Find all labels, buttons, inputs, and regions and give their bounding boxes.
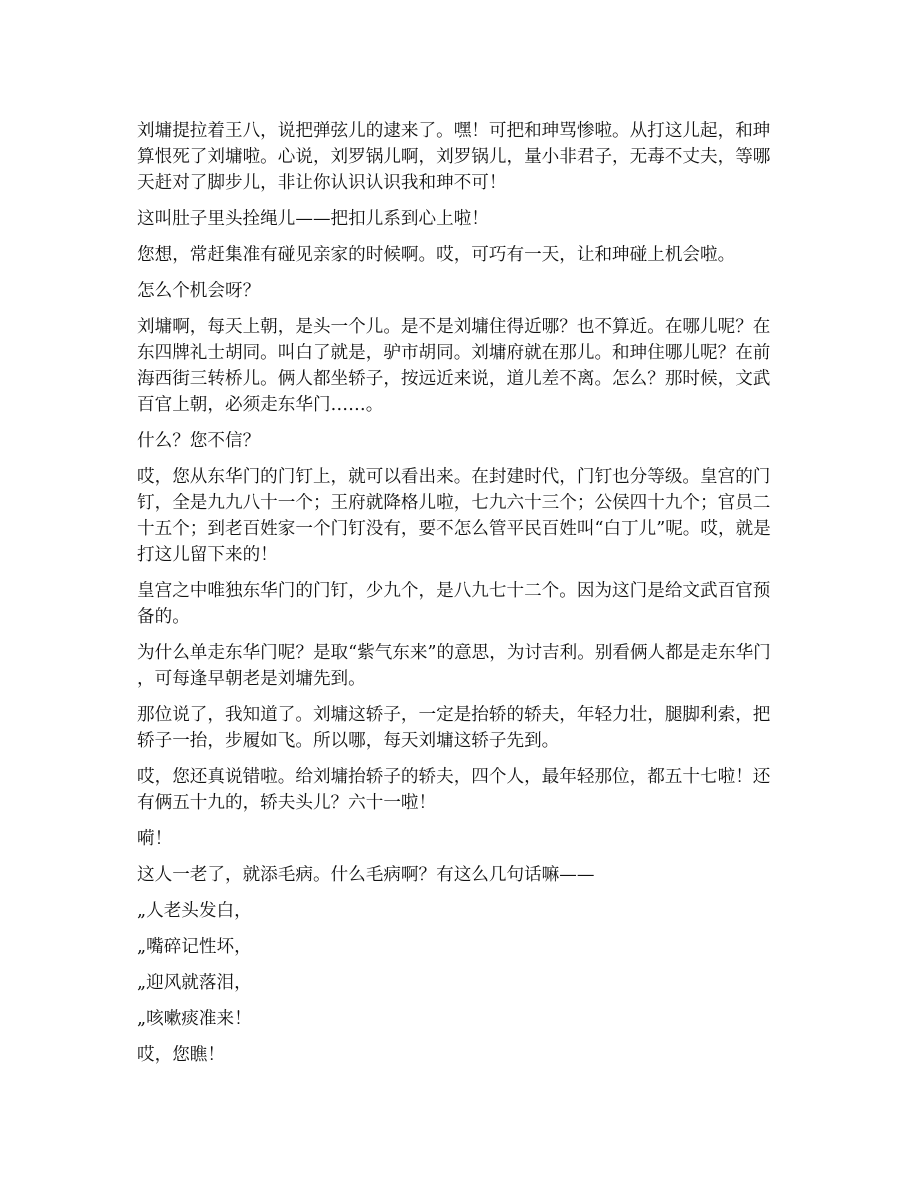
paragraph xyxy=(137,242,777,268)
paragraph xyxy=(137,970,777,996)
text-line: 钉，全是九九八十一个；王府就降格儿啦，七九六十三个；公侯四十九个；官员二 xyxy=(137,493,771,513)
paragraph xyxy=(137,118,777,196)
paragraph xyxy=(137,934,777,960)
text-line: 百官上朝，必须走东华门……。 xyxy=(137,395,384,415)
text-line: 为什么单走东华门呢？是取“紫气东来”的意思，为讨吉利。别看俩人都是走东华门 xyxy=(137,643,771,663)
text-line: 这人一老了，就添毛病。什么毛病啊？有这么几句话嘛—— xyxy=(137,865,595,885)
text-line: 刘墉啊，每天上朝，是头一个儿。是不是刘墉住得近哪？也不算近。在哪儿呢？在 xyxy=(137,317,771,337)
text-line: „人老头发白， xyxy=(137,901,252,921)
text-line: 十五个；到老百姓家一个门钉没有，要不怎么管平民百姓叫“白丁儿”呢。哎，就是 xyxy=(137,519,771,539)
text-line: 您想，常赶集准有碰见亲家的时候啊。哎，可巧有一天，让和珅碰上机会啦。 xyxy=(137,245,736,265)
paragraph xyxy=(137,826,777,852)
paragraph xyxy=(137,640,777,692)
text-line: 那位说了，我知道了。刘墉这轿子，一定是抬轿的轿夫，年轻力壮，腿脚利索，把 xyxy=(137,705,771,725)
paragraph xyxy=(137,1006,777,1032)
text-line: „咳嗽痰准来！ xyxy=(137,1009,252,1029)
text-line: 备的。 xyxy=(137,607,190,627)
text-line: 轿子一抬，步履如飞。所以哪，每天刘墉这轿子先到。 xyxy=(137,731,560,751)
paragraph xyxy=(137,1042,777,1068)
paragraph xyxy=(137,898,777,924)
text-line: 海西街三转桥儿。俩人都坐轿子，按远近来说，道儿差不离。怎么？那时候，文武 xyxy=(137,369,771,389)
text-line: ，可每逢早朝老是刘墉先到。 xyxy=(137,669,366,689)
text-line: 皇宫之中唯独东华门的门钉，少九个，是八九七十二个。因为这门是给文武百官预 xyxy=(137,581,771,601)
text-line: 东四牌礼士胡同。叫白了就是，驴市胡同。刘墉府就在那儿。和珅住哪儿呢？在前 xyxy=(137,343,771,363)
text-line: 哎，您从东华门的门钉上，就可以看出来。在封建时代，门钉也分等级。皇宫的门 xyxy=(137,467,771,487)
text-line: 打这儿留下来的！ xyxy=(137,545,278,565)
paragraph xyxy=(137,578,777,630)
paragraph xyxy=(137,702,777,754)
paragraph xyxy=(137,314,777,418)
text-line: 什么？您不信？ xyxy=(137,431,261,451)
text-line: 天赶对了脚步儿，非让你认识认识我和珅不可！ xyxy=(137,173,507,193)
text-line: 怎么个机会呀？ xyxy=(137,281,261,301)
text-line: 有俩五十九的，轿夫头儿？六十一啦！ xyxy=(137,793,437,813)
text-line: 刘墉提拉着王八，说把弹弦儿的逮来了。嘿！可把和珅骂惨啦。从打这儿起，和珅 xyxy=(137,121,771,141)
text-line: 嗬！ xyxy=(137,829,173,849)
paragraph xyxy=(137,464,777,568)
paragraph xyxy=(137,428,777,454)
text-line: 这叫肚子里头拴绳儿——把扣儿系到心上啦！ xyxy=(137,209,489,229)
paragraph xyxy=(137,278,777,304)
paragraph xyxy=(137,206,777,232)
text-line: 哎，您瞧！ xyxy=(137,1045,225,1065)
paragraph xyxy=(137,764,777,816)
text-line: „嘴碎记性坏， xyxy=(137,937,252,957)
document-body xyxy=(137,118,777,1078)
text-line: 哎，您还真说错啦。给刘墉抬轿子的轿夫，四个人，最年轻那位，都五十七啦！还 xyxy=(137,767,771,787)
text-line: „迎风就落泪， xyxy=(137,973,252,993)
paragraph xyxy=(137,862,777,888)
text-line: 算恨死了刘墉啦。心说，刘罗锅儿啊，刘罗锅儿，量小非君子，无毒不丈夫，等哪 xyxy=(137,147,771,167)
